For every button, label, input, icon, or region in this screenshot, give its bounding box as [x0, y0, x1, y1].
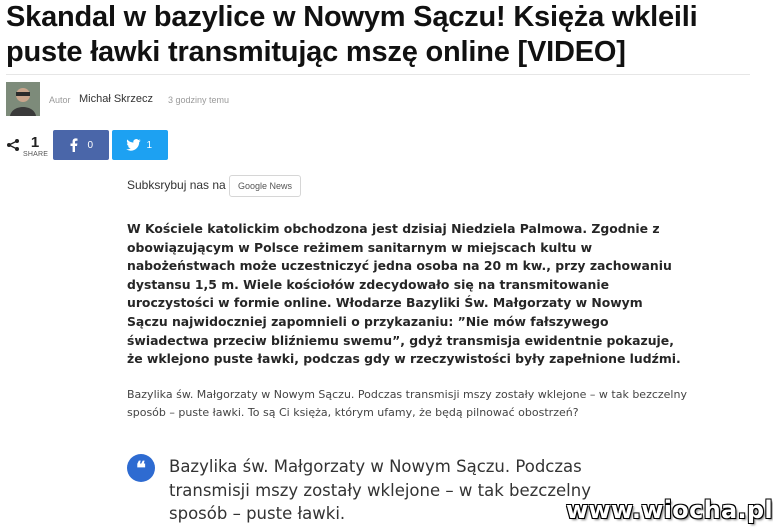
author-avatar[interactable] — [6, 82, 40, 116]
publish-time: 3 godziny temu — [168, 95, 230, 105]
twitter-share-count: 1 — [146, 139, 152, 151]
divider — [6, 74, 750, 75]
facebook-share-button[interactable] — [53, 130, 109, 160]
quote-icon: ❝ — [127, 454, 155, 482]
watermark: www.wiocha.pl — [566, 496, 773, 524]
facebook-share-count: 0 — [87, 139, 93, 151]
video-caption: Bazylika św. Małgorzaty w Nowym Sączu. Podczas transmisji mszy zostały wklejone – w tak bezczelny sposób – puste ławki. To są Ci księża, którym ufamy, że będą pilnować obostrzeń? — [127, 388, 687, 419]
blockquote-text: Bazylika św. Małgorzaty w Nowym Sączu. Podczas transmisji mszy zostały wklejone – w tak bezczelny sposób – puste ławki. — [169, 457, 591, 523]
share-label: SHARE — [23, 151, 49, 158]
share-count: 1 — [30, 134, 40, 151]
article-lead: W Kościele katolickim obchodzona jest dzisiaj Niedziela Palmowa. Zgodnie z obowiązującym w Polsce reżimem sanitarnym w miejscach kultu w nabożeństwach może uczestniczyć jedna osoba na 20 m kw., przy zachowaniu dystansu 1,5 m. Wiele kościołów zdecydowało się na transmitowanie uroczystości w formie online. Włodarze Bazyliki Św. Małgorzaty w Nowym Sączu najwidoczniej zapomnieli o przykazaniu: ”Nie mów fałszywego świadectwa przeciw bliźniemu swemu”, gdyż transmisja ewidentnie pokazuje, że wklejono puste ławki, podczas gdy w rzeczywistości były zapełnione ludźmi. — [127, 221, 681, 367]
twitter-icon — [122, 139, 144, 151]
share-icon — [6, 138, 20, 152]
page-title: Skandal w bazylice w Nowym Sączu! Księża wkleili puste ławki transmitując mszę online [VIDEO] — [6, 1, 698, 68]
facebook-icon — [63, 138, 85, 152]
twitter-share-button[interactable] — [112, 130, 168, 160]
google-news-button[interactable] — [229, 175, 301, 197]
author-prefix: Autor — [49, 95, 71, 105]
author-name-link[interactable]: Michał Skrzecz — [79, 93, 153, 105]
google-news-label: Google News — [237, 181, 293, 191]
subscribe-text: Subksrybuj nas na — [127, 178, 226, 192]
